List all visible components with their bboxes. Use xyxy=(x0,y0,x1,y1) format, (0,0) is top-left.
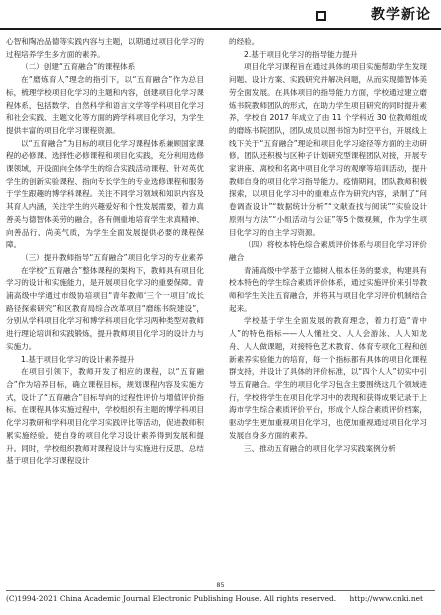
body-paragraph: 在“磨炼育人”理念的指引下，以“五育融合”作为总目标，梳理学校项目化学习的主题和内容，创建项目化学习课程体系，包括数学、自然科学和语言文学等学科项目化学习和社会实践、主题文化等方面的跨学科项目化学习，为学生提供丰富的项目化学习课程资源。 xyxy=(6,75,204,135)
page-number: 85 xyxy=(216,581,225,589)
section-heading: 2.基于项目化学习的指导能力提升 xyxy=(244,49,358,59)
header-divider xyxy=(0,28,441,30)
footer-url[interactable]: http://www.cnki.net xyxy=(349,594,423,603)
body-paragraph: 的经验。 xyxy=(229,37,260,46)
journal-section-title: 教学新论 xyxy=(371,7,431,23)
journal-mark-icon xyxy=(316,11,326,21)
body-paragraph: 青浦高级中学基于立德树人根本任务的要求，构建具有校本特色的学生综合素质评价体系，通过实施评价来引导教师和学生关注五育融合，并将其与项目化学习评价机制结合起来。 xyxy=(229,265,427,313)
section-heading: 1.基于项目化学习的设计素养提升 xyxy=(21,354,135,364)
section-heading: （三）提升教师指导“五育融合”项目化学习的专业素养 xyxy=(21,252,204,262)
body-paragraph: 以“五育融合”为目标的项目化学习课程体系兼顾国家课程的必修课、选择性必修课程和项目化实践，充分利用选修课领域，开设面向全体学生的综合实践活动课程、针对英优学生的创新实验课程、指向专长学生的专业选修课程和服务于学生跟趣的博学科课程。关注不同学习领域和知识内容及其育人内涵，关注学生的兴趣爱好和个性发展需要，着力真善美与德智体美劳的融合，各有侧重地培育学生求真精神、向善品行、尚美气质，为学生全面发展提供必要的课程保障。 xyxy=(6,138,204,250)
body-paragraph: 项目化学习课程旨在通过具体的项目实施帮助学生发现问题、设计方案、实践研究并解决问题，从而实现德智体美劳全面发展。在具体项目的指导能力方面，学校通过建立磨炼书院教师团队的形式，在助力学生项目研究的同时提升素养，学校自 2017 年成立了由 11 个学科近 30 位教师组成的磨练书院团队，团队成员以图书馆为时空平台，开展线上线下关于“五育融合”理论和项目化学习途径等方面的主动研修。团队还积极与区种子计划研究型课程团队对接，开展专家讲座、离校和名离中项目化学习的观摩等培训活动，提升教师自身的项目化学习指导能力。疫情期间，团队教师积极探索，以项目化学习中的重难点作为研究内容，录制了“问卷调查设计”“数据统计分析”“文献查找与阅读”“实验设计原则与方法”“小组活动与公证”等5个微视频，作为学生项目化学习的自主学习资源。 xyxy=(229,62,427,237)
left-column xyxy=(6,36,204,468)
body-paragraph: 学校基于学生全面发展的教育理念，着力打造“青中人”的特色指标——人人懂社交、人人会游泳、人人知龙舟、人人做课题，对接特色艺术教育、体育专项化工程和创新素养实验能力的培育，每一个指标都有具体的项目化课程群支持，并设计了具体的评价标准，以“四个人人”切实中引导五育融合。学生的项目化学习包含主要围绕这几个领域进行，学校将学生在项目化学习中的表现和获得成果记录于上海市学生综合素质评价平台，形成个人综合素质评价档案，驱动学生更加重视项目化学习，也使加重视通过项目化学习发展自身多方面的素养。 xyxy=(229,316,427,440)
copyright-notice: (C)1994-2021 China Academic Journal Electronic Publishing House. All rights reserved. xyxy=(6,594,337,603)
body-paragraph: 心智和陶冶品德等实践内容与主题，以期通过项目化学习的过程培养学生多方面的素养。 xyxy=(6,37,204,59)
body-paragraph: 在学校“五育融合”整体课程的架构下，教师具有项目化学习的设计和实施能力，是开展项目化学习的重要保障。青浦高级中学通过市级协培项目“青年教师‘三个一项目’成长路径探索研究”和区教育局综合改革项目“磨练书院建设”，分别从学科项目化学习和博学科项目化学习两种类型对教师进行理论培训和实践锻炼，提升教师项目化学习的设计力与实施力。 xyxy=(6,265,204,351)
right-column xyxy=(229,36,427,455)
section-heading: （二）创建“五育融合”的课程体系 xyxy=(21,62,136,72)
section-heading: （四）将校本特色综合素质评价体系与项目化学习评价融合 xyxy=(229,240,427,262)
body-paragraph: 在项目引领下，教师开发了相应的课程，以“五育融合”作为培养目标，确立课程目标，规划课程内容及实施方式，设计了“五育融合”目标导向的过程性评价与增值评价指标。在课程具体实施过程中，学校组织有主题的博学科项目化学习教研和学科项目化学习实践评比等活动，促进教师积累实施经验。使自身的项目化学习设计素养得到发展和提升。同时，学校组织教师对课程设计与实施进行反思、总结基于项目化学习课程设计 xyxy=(6,367,204,466)
footer-divider xyxy=(6,590,435,591)
section-heading: 三、推动五育融合的项目化学习实践案例分析 xyxy=(244,443,396,453)
